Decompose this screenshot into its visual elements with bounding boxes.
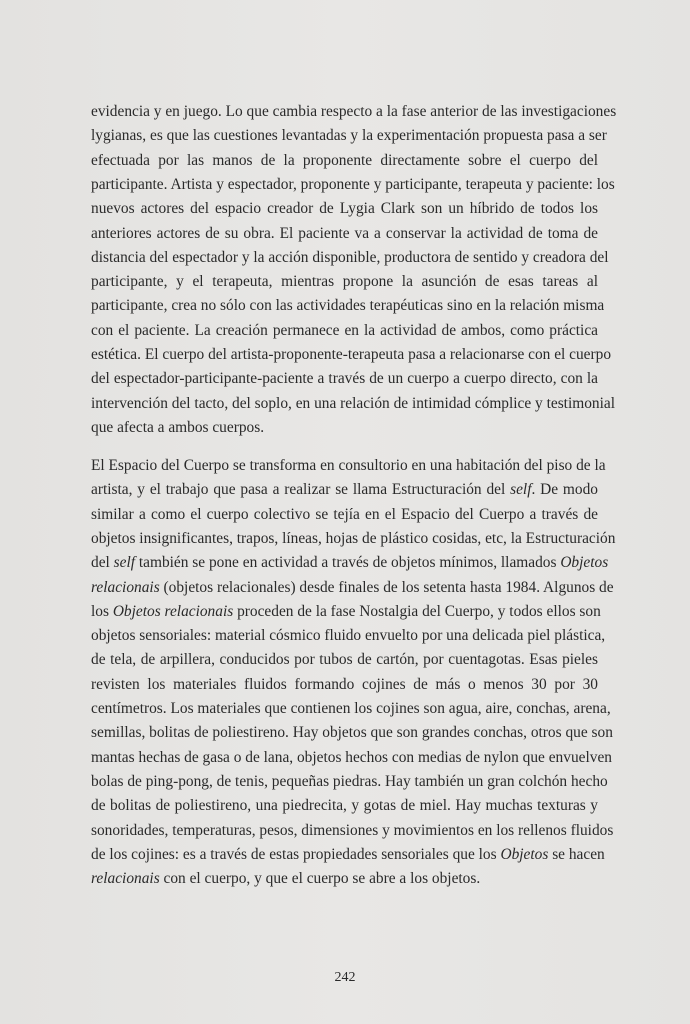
text-line: del espectador-participante-paciente a través de un cuerpo a cuerpo directo, con la bbox=[91, 370, 598, 388]
text-line: centímetros. Los materiales que contienen los cojines son agua, aire, conchas, arena, bbox=[91, 700, 611, 717]
text-line: efectuada por las manos de la proponente directamente sobre el cuerpo del bbox=[91, 151, 598, 169]
text-line: distancia del espectador y la acción disponible, productora de sentido y creadora del bbox=[91, 248, 609, 266]
text-line: nuevos actores del espacio creador de Lygia Clark son un híbrido de todos los bbox=[91, 200, 598, 218]
text-line: de tela, de arpillera, conducidos por tubos de cartón, por cuentagotas. Esas pieles bbox=[91, 651, 598, 669]
text-line: evidencia y en juego. Lo que cambia respecto a la fase anterior de las investigaciones bbox=[91, 103, 617, 120]
text-line: lygianas, es que las cuestiones levantadas y la experimentación propuesta pasa a ser bbox=[91, 127, 607, 145]
text-line: estética. El cuerpo del artista-proponente-terapeuta pasa a relacionarse con el cuerpo bbox=[91, 346, 612, 363]
text-line: bolas de ping-pong, de tenis, pequeñas piedras. Hay también un gran colchón hecho bbox=[91, 772, 608, 790]
text-line: participante, crea no sólo con las actividades terapéuticas sino en la relación misma bbox=[91, 297, 605, 315]
text-line: intervención del tacto, del soplo, en una relación de intimidad cómplice y testimonial bbox=[91, 394, 615, 412]
text-line: con el paciente. La creación permanece en la actividad de ambos, como práctica bbox=[91, 321, 598, 339]
text-line: relacionais con el cuerpo, y que el cuerpo se abre a los objetos. bbox=[91, 870, 481, 888]
text-line: del self también se pone en actividad a través de objetos mínimos, llamados Objetos bbox=[91, 554, 609, 572]
page-number: 242 bbox=[334, 970, 356, 985]
text-line: semillas, bolitas de poliestireno. Hay objetos que son grandes conchas, otros que son bbox=[91, 724, 613, 742]
text-line: de los cojines: es a través de estas propiedades sensoriales que los Objetos se hacen bbox=[91, 845, 605, 863]
text-line: relacionais (objetos relacionales) desde finales de los setenta hasta 1984. Algunos de bbox=[91, 578, 614, 596]
text-line: objetos sensoriales: material cósmico fluido envuelto por una delicada piel plástica, bbox=[91, 627, 606, 645]
text-line: objetos insignificantes, trapos, líneas, hojas de plástico cosidas, etc, la Estructuración bbox=[91, 529, 616, 547]
text-line: anteriores actores de su obra. El paciente va a conservar la actividad de toma de bbox=[91, 224, 598, 242]
text-line: artista, y el trabajo que pasa a realizar se llama Estructuración del self. De modo bbox=[91, 481, 598, 499]
text-line: los Objetos relacionais proceden de la fase Nostalgia del Cuerpo, y todos ellos son bbox=[91, 602, 601, 620]
text-line: similar a como el cuerpo colectivo se tejía en el Espacio del Cuerpo a través de bbox=[91, 505, 598, 523]
text-line: El Espacio del Cuerpo se transforma en consultorio en una habitación del piso de la bbox=[91, 457, 606, 474]
text-line: sonoridades, temperaturas, pesos, dimensiones y movimientos en los rellenos fluidos bbox=[91, 821, 614, 839]
text-line: participante. Artista y espectador, proponente y participante, terapeuta y paciente: los bbox=[91, 175, 615, 193]
text-line: de bolitas de poliestireno, una piedrecita, y gotas de miel. Hay muchas texturas y bbox=[91, 797, 598, 815]
text-line: revisten los materiales fluidos formando cojines de más o menos 30 por 30 bbox=[91, 675, 598, 693]
text-line: que afecta a ambos cuerpos. bbox=[91, 418, 265, 436]
text-line: participante, y el terapeuta, mientras propone la asunción de esas tareas al bbox=[91, 273, 598, 291]
text-line: mantas hechas de gasa o de lana, objetos hechos con medias de nylon que envuelven bbox=[91, 748, 612, 766]
